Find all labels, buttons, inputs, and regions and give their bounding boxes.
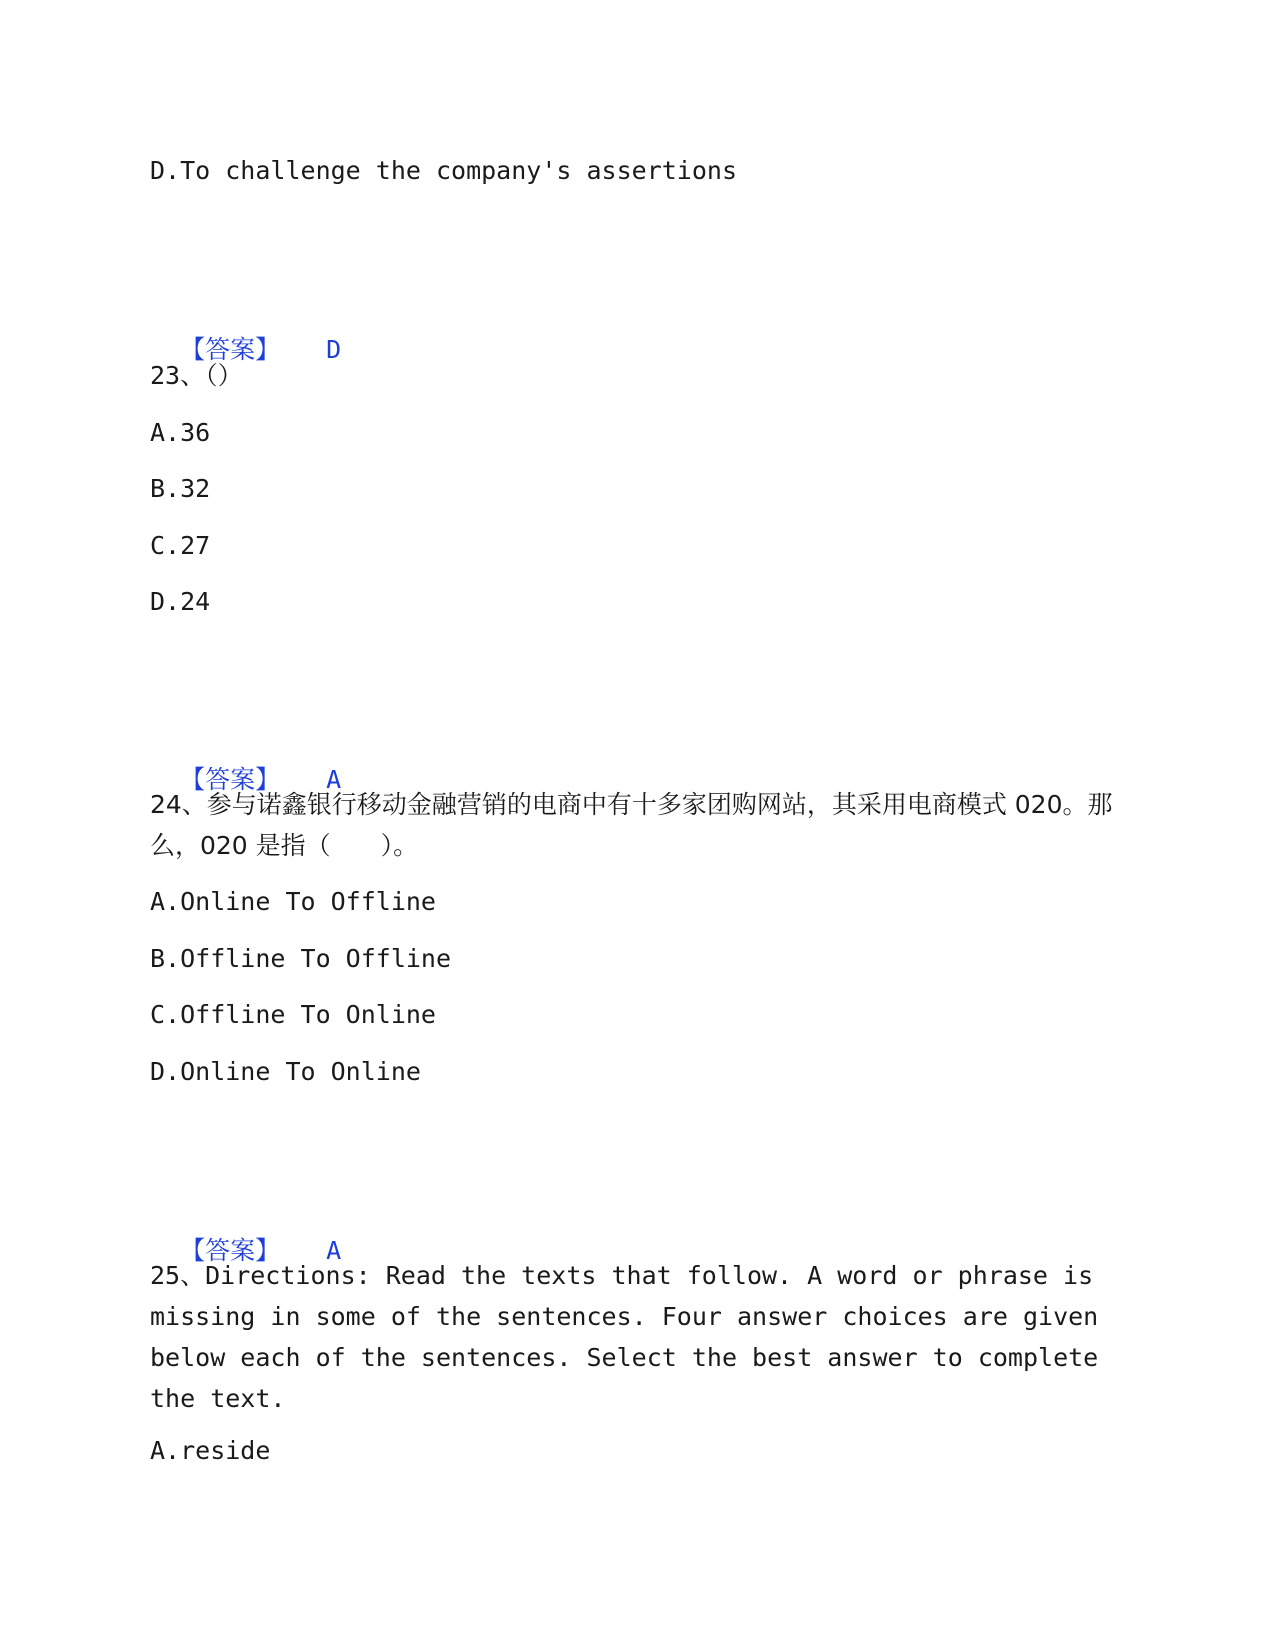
q25-stem: 25、Directions: Read the texts that follow. A word or phrase is missing in some of the sentences. Four answer choices are given below each of the sentences. Select the best answer to complete the text. xyxy=(150,1261,1099,1413)
q24-option-b: B.Offline To Offline xyxy=(150,944,452,973)
answer-label: 【答案】 xyxy=(180,335,281,364)
answer-value: A xyxy=(326,1236,342,1265)
q23-option-b: B.32 xyxy=(150,474,211,503)
q22-option-d: D.To challenge the company's assertions xyxy=(150,156,737,185)
q22-answer-row xyxy=(150,305,341,365)
answer-value: D xyxy=(326,335,342,364)
q23-option-c: C.27 xyxy=(150,531,211,560)
answer-label: 【答案】 xyxy=(180,1236,281,1265)
q25-option-a: A.reside xyxy=(150,1436,271,1465)
q23-stem: 23、（） xyxy=(150,361,243,390)
q23-option-a: A.36 xyxy=(150,418,211,447)
answer-label: 【答案】 xyxy=(180,765,281,794)
q24-option-a: A.Online To Offline xyxy=(150,887,436,916)
q24-option-c: C.Offline To Online xyxy=(150,1000,436,1029)
answer-value: A xyxy=(326,765,342,794)
q23-option-d: D.24 xyxy=(150,587,211,616)
q24-option-d: D.Online To Online xyxy=(150,1057,421,1086)
q24-stem: 24、参与诺鑫银行移动金融营销的电商中有十多家团购网站，其采用电商模式 020。那么，020 是指（ ）。 xyxy=(150,790,1113,860)
